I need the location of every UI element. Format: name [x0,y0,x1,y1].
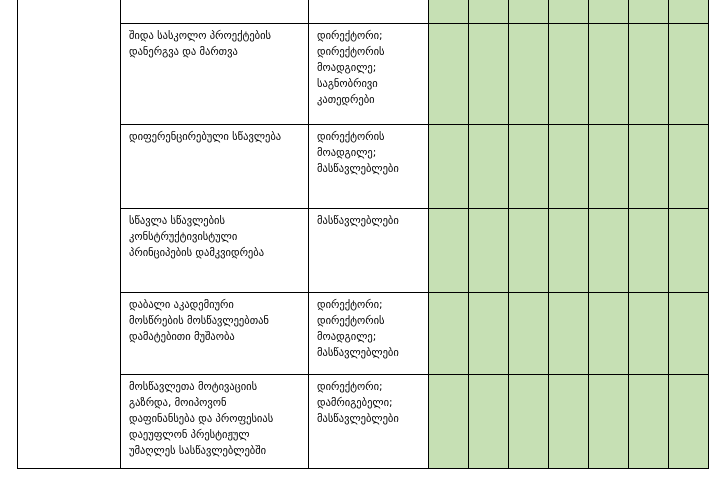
left-merged-cell [18,0,121,469]
activity-text-line: დაბალი აკადემიური [129,299,234,311]
activity-cell [121,24,309,125]
timeline-cell [509,209,549,293]
timeline-cell [509,0,549,24]
timeline-cell [469,209,509,293]
responsible-text-line: დირექტორი; [317,299,383,311]
timeline-cell [669,125,709,209]
timeline-cell [429,375,469,469]
responsible-text-line: მოადგილე; [317,147,377,159]
table-row [18,375,709,469]
timeline-cell [509,24,549,125]
activity-text-line: სწავლა სწავლების [129,215,225,227]
timeline-cell [589,24,629,125]
activity-cell [121,375,309,469]
responsible-text-line: დამრიგებელი; [317,397,393,409]
activity-text-line: დამატებითი მუშაობა [129,331,235,343]
timeline-cell [629,24,669,125]
timeline-cell [589,293,629,375]
timeline-cell [469,125,509,209]
table-row [18,24,709,125]
responsible-text-line: საგნობრივი [317,78,378,90]
timeline-cell [469,293,509,375]
activity-cell [121,0,309,24]
table-row [18,125,709,209]
responsible-text-line: დირექტორი; [317,381,383,393]
timeline-cell [429,209,469,293]
activity-text-line: დაფინანსება და პროფესიას [129,413,274,425]
responsible-cell [309,125,429,209]
responsible-text-line: დირექტორის [317,46,385,58]
timeline-cell [549,125,589,209]
timeline-cell [469,375,509,469]
activity-cell [121,293,309,375]
activity-text-line: მოსწრების მოსწავლეებთან [129,315,269,327]
timeline-cell [669,24,709,125]
responsible-text-line: დირექტორი; [317,30,383,42]
activity-text-line: კონსტრუქტივისტული [129,231,238,243]
activity-text-line: დიფერენცირებული სწავლება [129,131,282,143]
responsible-text-line: დირექტორის [317,131,385,143]
activity-text-line: მოსწავლეთა მოტივაციის [129,381,258,393]
responsible-text-line: მასწავლებლები [317,347,399,359]
timeline-cell [589,375,629,469]
responsible-cell [309,0,429,24]
timeline-cell [589,0,629,24]
activity-text-line: პრინციპების დამკვიდრება [129,247,265,259]
responsible-text-line: მასწავლებლები [317,215,399,227]
table-body [18,0,709,469]
responsible-text-line: მასწავლებლები [317,163,399,175]
responsible-cell [309,293,429,375]
timeline-cell [549,293,589,375]
timeline-cell [589,125,629,209]
timeline-cell [429,0,469,24]
timeline-cell [509,293,549,375]
timeline-cell [629,0,669,24]
activity-text-line: გაზრდა, მოიპოვონ [129,397,227,409]
responsible-text-line: მოადგილე; [317,331,377,343]
timeline-cell [429,125,469,209]
timeline-cell [629,209,669,293]
timeline-cell [549,375,589,469]
timeline-cell [669,375,709,469]
activity-text-line: შიდა სასკოლო პროექტების [129,30,272,42]
timeline-cell [629,375,669,469]
table-row [18,0,709,24]
timeline-cell [549,209,589,293]
timeline-cell [469,0,509,24]
responsible-cell [309,375,429,469]
table-row [18,209,709,293]
timeline-cell [629,125,669,209]
timeline-cell [629,293,669,375]
timeline-cell [669,0,709,24]
responsible-cell [309,209,429,293]
responsible-text-line: მოადგილე; [317,62,377,74]
timeline-cell [549,24,589,125]
timeline-cell [589,209,629,293]
timeline-cell [669,293,709,375]
table-row [18,293,709,375]
responsible-text-line: მასწავლებლები [317,413,399,425]
timeline-cell [469,24,509,125]
activity-text-line: დანერგვა და მართვა [129,46,238,58]
responsible-text-line: დირექტორის [317,315,385,327]
activity-cell [121,209,309,293]
activity-text-line: დაეუფლონ პრესტიჟულ [129,429,250,441]
responsible-text-line: კათედრები [317,94,375,106]
timeline-cell [509,375,549,469]
activity-cell [121,125,309,209]
timeline-cell [509,125,549,209]
timeline-cell [669,209,709,293]
responsible-cell [309,24,429,125]
timeline-cell [429,24,469,125]
activity-text-line: უმაღლეს სასწავლებლებში [129,445,267,457]
timeline-cell [549,0,589,24]
timeline-cell [429,293,469,375]
plan-table [17,0,709,469]
